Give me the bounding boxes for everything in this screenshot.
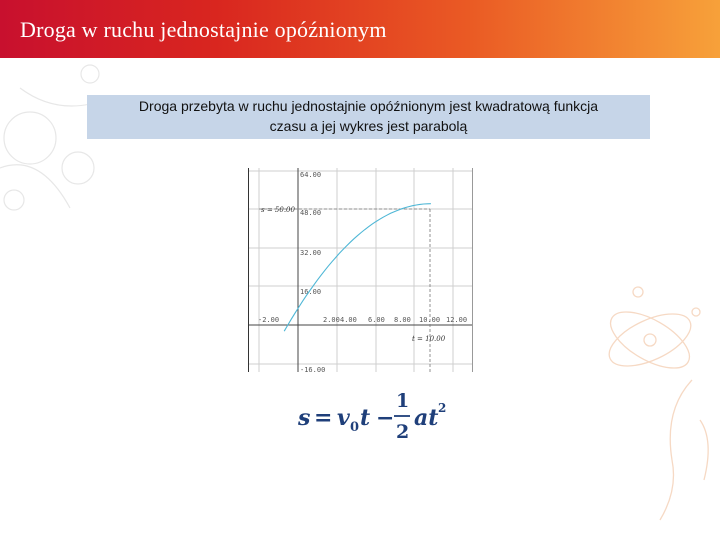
s-value-label: s = 50.00 (261, 206, 295, 214)
graph-canvas (249, 168, 472, 372)
t-value-label: t = 10.00 (412, 335, 446, 343)
formula-equals: = (314, 405, 333, 431)
description-line-2: czasu a jej wykres jest parabolą (269, 118, 468, 134)
x-tick-label: 8.00 (394, 316, 411, 324)
distance-curve (284, 204, 431, 332)
formula-minus: − (376, 405, 395, 431)
y-tick-label: 48.00 (300, 209, 322, 217)
x-tick-label: 4.00 (340, 316, 357, 324)
description-line-1: Droga przebyta w ruchu jednostajnie opóźnionym jest kwadratową funkcja (138, 98, 599, 114)
x-tick-label: -2.00 (258, 316, 280, 324)
x-tick-label: 12.00 (446, 316, 468, 324)
slide-title: Droga w ruchu jednostajnie opóźnionym (20, 17, 387, 42)
y-tick-label: 64.00 (300, 171, 322, 179)
formula-denominator: 2 (396, 421, 410, 443)
decorative-head-right (580, 240, 720, 540)
x-tick-label: 6.00 (368, 316, 385, 324)
formula-numerator: 1 (396, 390, 410, 412)
formula-canvas (296, 388, 456, 444)
formula-t: t (360, 405, 371, 431)
decorative-molecule-left (0, 58, 140, 258)
y-tick-label: 16.00 (300, 288, 322, 296)
formula-v: v (337, 405, 350, 431)
x-tick-label: 2.00 (323, 316, 340, 324)
formula-v-subscript: 0 (350, 420, 360, 435)
description-box (87, 95, 650, 139)
formula-at: at (414, 405, 439, 431)
x-tick-label: 10.00 (419, 316, 441, 324)
formula-exponent: 2 (438, 401, 447, 415)
distance-time-graph (248, 168, 473, 372)
y-tick-label: -16.00 (300, 366, 326, 372)
slide-title-bar (0, 0, 720, 58)
formula-lhs: s (298, 405, 311, 431)
distance-formula (296, 388, 456, 444)
y-tick-label: 32.00 (300, 249, 322, 257)
